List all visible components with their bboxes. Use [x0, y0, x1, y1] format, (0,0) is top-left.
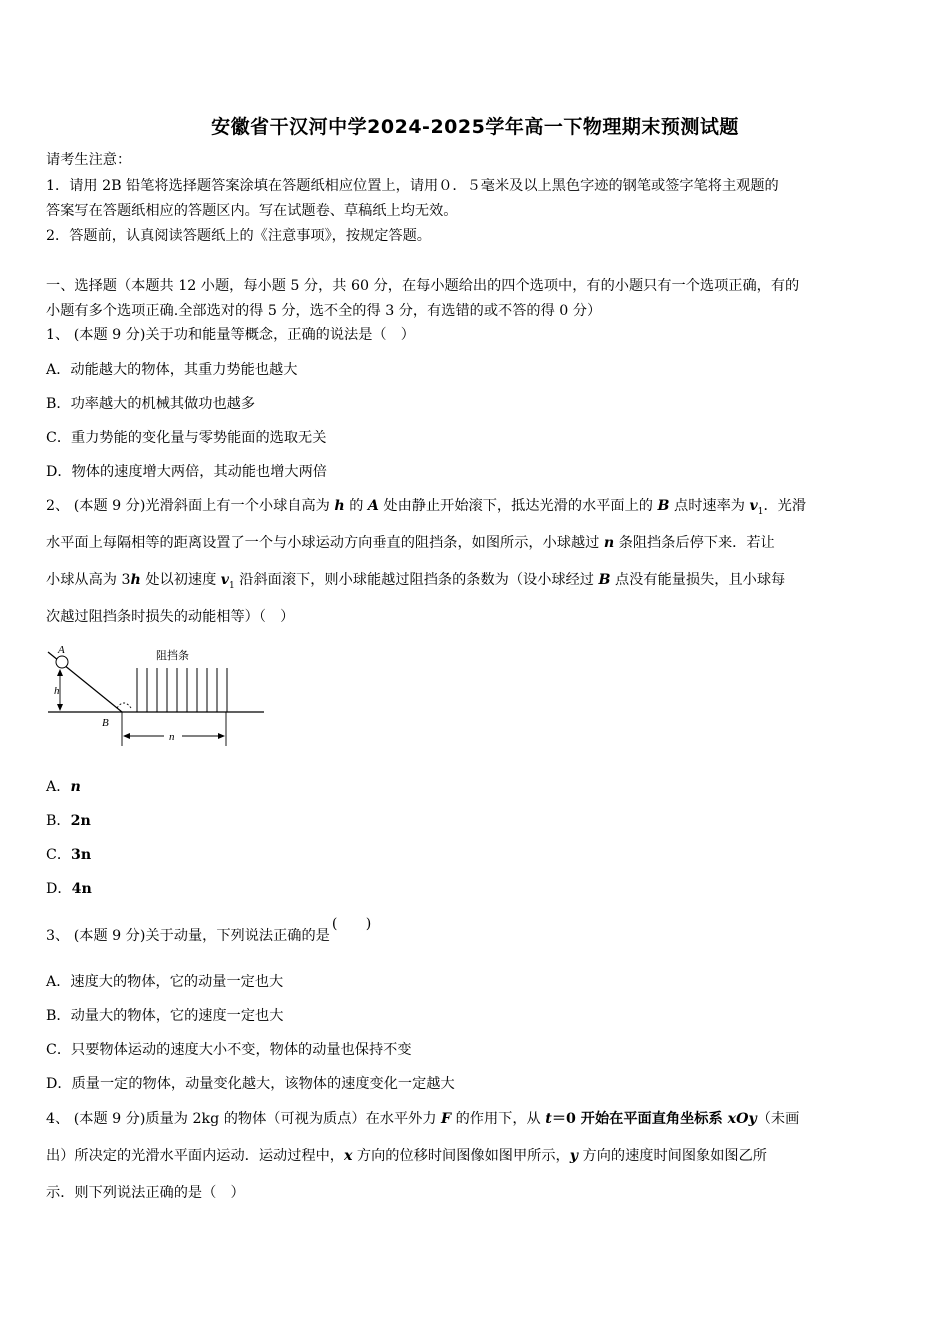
q1-option-d: D．物体的速度增大两倍，其动能也增大两倍 — [46, 464, 327, 480]
q1-stem: 1、 (本题 9 分)关于功和能量等概念，正确的说法是（ ） — [46, 327, 415, 343]
page-title: 安徽省干汉河中学2024-2025学年高一下物理期末预测试题 — [211, 116, 739, 138]
q2-option-c: C．3n — [46, 847, 92, 863]
section-heading-line-2: 小题有多个选项正确.全部选对的得 5 分，选不全的得 3 分，有选错的或不答的得 0 分） — [46, 303, 602, 319]
q2-option-d: D．4n — [46, 881, 92, 897]
q3-answer-paren: ( ) — [331, 916, 372, 932]
q3-option-d: D．质量一定的物体，动量变化越大，该物体的速度变化一定越大 — [46, 1076, 455, 1092]
notice-line-1a: 1．请用 2B 铅笔将选择题答案涂填在答题纸相应位置上，请用０．５毫米及以上黑色字迹的钢笔或签字笔将主观题的 — [46, 178, 779, 194]
notice-heading: 请考生注意： — [46, 152, 132, 168]
q4-stem-line-3: 示．则下列说法正确的是（ ） — [46, 1185, 245, 1201]
barrier-strips — [137, 668, 227, 712]
q2-stem-line-3: 小球从高为 3h 处以初速度 $v_1$ 沿斜面滚下，则小球能越过阻挡条的条数为（设小球经过 B 点没有能量损失，且小球每 — [46, 572, 786, 591]
q2-stem-line-2: 水平面上每隔相等的距离设置了一个与小球运动方向垂直的阻挡条，如图所示，小球越过 n 条阻挡条后停下来．若让 — [46, 535, 775, 551]
figure-label-barrier: 阻挡条 — [156, 649, 189, 662]
q3-stem: 3、 (本题 9 分)关于动量，下列说法正确的是( ) — [46, 916, 372, 944]
section-heading-line-1: 一、选择题（本题共 12 小题，每小题 5 分，共 60 分，在每小题给出的四个选项中，有的小题只有一个选项正确，有的 — [46, 278, 800, 294]
q2-option-a: A．n — [46, 779, 81, 795]
q4-stem-line-1: 4、 (本题 9 分)质量为 2kg 的物体（可视为质点）在水平外力 F 的作用下，从 t＝0 开始在平面直角坐标系 xOy（未画 — [46, 1111, 800, 1127]
q4-stem-line-2: 出）所决定的光滑水平面内运动．运动过程中，x 方向的位移时间图像如图甲所示，y 方向的速度时间图象如图乙所 — [46, 1148, 767, 1164]
q1-option-a: A．动能越大的物体，其重力势能也越大 — [46, 362, 298, 378]
q3-option-b: B．动量大的物体，它的速度一定也大 — [46, 1008, 284, 1024]
figure-label-b: B — [102, 717, 109, 729]
notice-line-2: 2．答题前，认真阅读答题纸上的《注意事项》，按规定答题。 — [46, 228, 431, 244]
incline-barrier-figure — [44, 642, 266, 750]
q1-option-c: C．重力势能的变化量与零势能面的选取无关 — [46, 430, 327, 446]
q2-option-b: B．2n — [46, 813, 91, 829]
q3-option-a: A．速度大的物体，它的动量一定也大 — [46, 974, 284, 990]
q1-option-b: B．功率越大的机械其做功也越多 — [46, 396, 256, 412]
q3-option-c: C．只要物体运动的速度大小不变，物体的动量也保持不变 — [46, 1042, 412, 1058]
figure-label-h: h — [54, 685, 60, 697]
q2-stem-line-4: 次越过阻挡条时损失的动能相等）（ ） — [46, 609, 295, 625]
q2-stem-line-1: 2、 (本题 9 分)光滑斜面上有一个小球自高为 h 的 A 处由静止开始滚下，抵达光滑的水平面上的 B 点时速率为 $v_1$．光滑 — [46, 498, 807, 517]
figure-label-n: n — [169, 731, 175, 743]
figure-label-a: A — [58, 644, 65, 656]
notice-line-1b: 答案写在答题纸相应的答题区内。写在试题卷、草稿纸上均无效。 — [46, 203, 458, 219]
